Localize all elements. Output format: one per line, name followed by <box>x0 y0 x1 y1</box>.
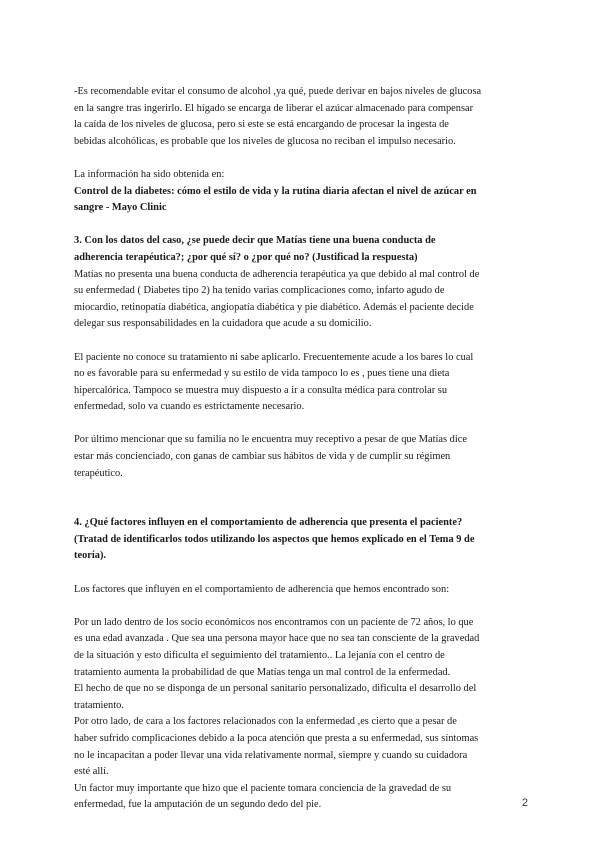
text-line: -Es recomendable evitar el consumo de alcohol ,ya qué, puede derivar en bajos niveles de glucosa <box>74 86 482 97</box>
text-line: su enfermedad ( Diabetes tipo 2) ha tenido varias complicaciones como, infarto agudo de <box>74 285 445 297</box>
q4-paragraph-2 <box>74 714 534 814</box>
text-line: Por último mencionar que su familia no le encuentra muy receptivo a pesar de que Matías dice <box>74 434 467 446</box>
page-number: 2 <box>521 797 528 809</box>
question-4-heading <box>74 515 534 565</box>
heading-line: adherencia terapéutica?; ¿por qué sí? o ¿por qué no? (Justificad la respuesta) <box>74 251 418 263</box>
alcohol-paragraph <box>74 84 534 150</box>
text-line: no le incapacitan a poder llevar una vida relativamente normal, siempre y cuando su cuidadora <box>74 749 468 761</box>
source-intro: La información ha sido obtenida en: <box>74 168 225 180</box>
text-line: la caída de los niveles de glucosa, pero si este se está encargando de procesar la ingesta de <box>74 119 449 131</box>
document-page <box>74 84 534 814</box>
text-line: tratamiento. <box>74 699 124 711</box>
heading-line: 3. Con los datos del caso, ¿se puede decir que Matías tiene una buena conducta de <box>74 235 436 247</box>
source-title-line: sangre - Mayo Clinic <box>74 202 167 214</box>
heading-line: 4. ¿Qué factores influyen en el comportamiento de adherencia que presenta el paciente? <box>74 517 463 529</box>
text-line: bebidas alcohólicas, es probable que los niveles de glucosa no reciban el impulso necesario. <box>74 135 456 147</box>
q3-paragraph-2 <box>74 350 534 416</box>
text-line: no es favorable para su enfermedad y su estilo de vida tampoco lo es , pues tiene una dieta <box>74 368 450 380</box>
text-line: Matías no presenta una buena conducta de adherencia terapéutica ya que debido al mal control de <box>74 268 480 280</box>
text-line: en la sangre tras ingerirlo. El hígado se encarga de liberar el azúcar almacenado para compensar <box>74 102 474 114</box>
q3-paragraph-3 <box>74 432 534 482</box>
text-line: tratamiento aumenta la probabilidad de que Matías tenga un mal control de la enfermedad. <box>74 666 451 678</box>
text-line: miocardio, retinopatía diabética, angiopatía diabética y pie diabético. Además el paciente decide <box>74 301 474 313</box>
text-line: delegar sus responsabilidades en la cuidadora que acude a su domicilio. <box>74 318 372 330</box>
text-line: El hecho de que no se disponga de un personal sanitario personalizado, dificulta el desarrollo del <box>74 683 477 695</box>
text-line: de la situación y esto dificulta el seguimiento del tratamiento.. La lejanía con el centro de <box>74 650 445 661</box>
text-line: estar más concienciado, con ganas de cambiar sus hábitos de vida y de cumplir su régimen <box>74 451 451 463</box>
heading-line: (Tratad de identificarlos todos utilizando los aspectos que hemos explicado en el Tema 9 de <box>74 533 475 545</box>
text-line: terapéutico. <box>74 467 123 479</box>
text-line: El paciente no conoce su tratamiento ni sabe aplicarlo. Frecuentemente acude a los bares lo cual <box>74 351 474 363</box>
heading-line: teoría). <box>74 550 107 562</box>
text-line: es una edad avanzada . Que sea una persona mayor hace que no sea tan consciente de la gravedad <box>74 633 480 645</box>
text-line: esté allí. <box>74 766 109 778</box>
q3-paragraph-1 <box>74 267 534 333</box>
source-title-line: Control de la diabetes: cómo el estilo de vida y la rutina diaria afectan el nivel de azúcar en <box>74 185 477 197</box>
text-line: haber sufrido complicaciones debido a la poca atención que presta a su enfermedad, sus síntomas <box>74 732 479 744</box>
text-line: enfermedad, fue la amputación de un segundo dedo del pie. <box>74 799 322 811</box>
question-3-heading <box>74 233 534 266</box>
text-line: Un factor muy importante que hizo que el paciente tomara conciencia de la gravedad de su <box>74 782 452 794</box>
text-line: hipercalórica. Tampoco se muestra muy dispuesto a ir a consulta médica para controlar su <box>74 384 448 396</box>
text-line: Por un lado dentro de los socio económicos nos encontramos con un paciente de 72 años, lo que <box>74 616 474 628</box>
text-line: Por otro lado, de cara a los factores relacionados con la enfermedad ,es cierto que a pesar de <box>74 716 457 728</box>
text-line: enfermedad, solo va cuando es estrictamente necesario. <box>74 401 305 413</box>
q4-intro: Los factores que influyen en el comportamiento de adherencia que hemos encontrado son: <box>74 583 450 595</box>
source-block <box>74 167 534 217</box>
q4-paragraph-1 <box>74 615 534 715</box>
